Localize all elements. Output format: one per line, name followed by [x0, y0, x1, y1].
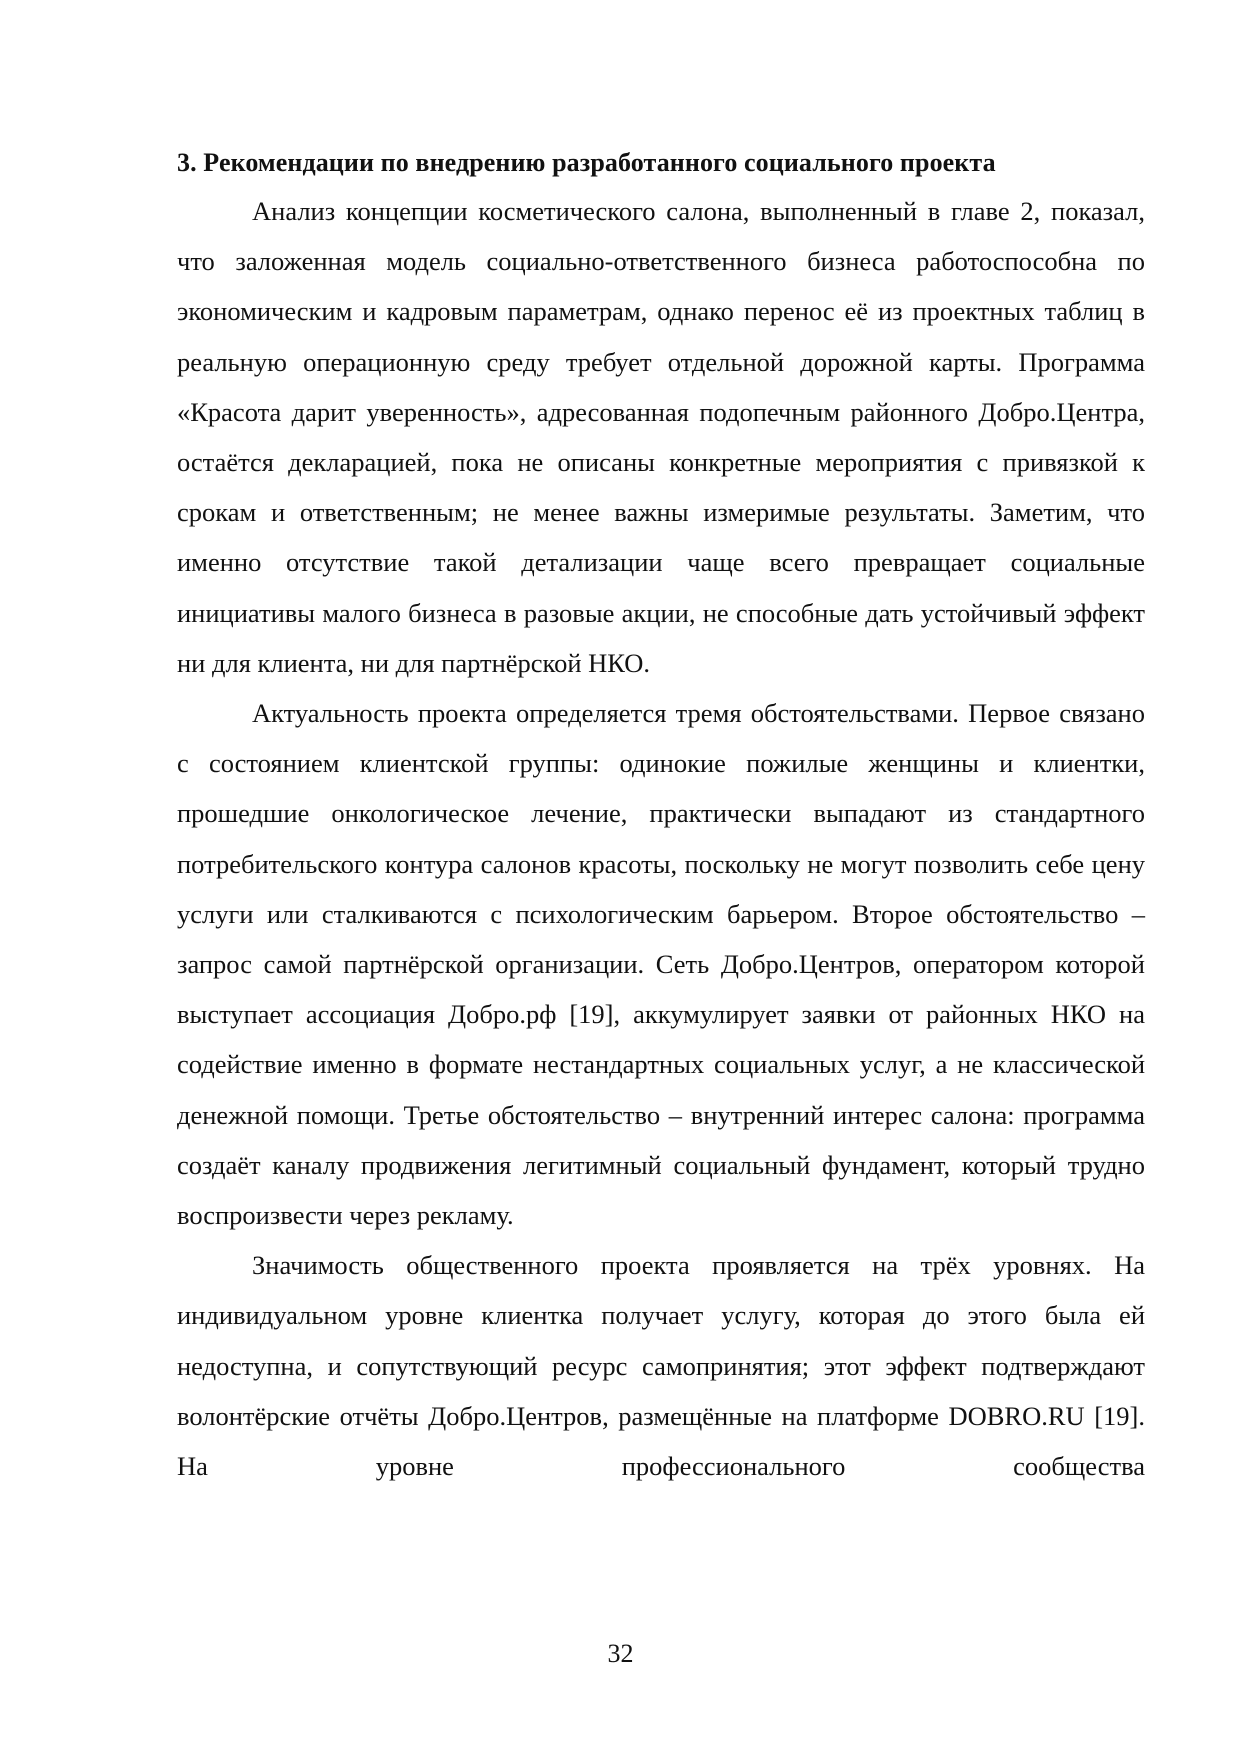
- page-content: [177, 144, 1145, 1491]
- paragraph-1: Анализ концепции косметического салона, выполненный в главе 2, показал, что заложенная модель социально-ответственного бизнеса работоспособна по экономическим и кадровым параметрам, однако перенос её из проектных таблиц в реальную операционную среду требует отдельной дорожной карты. Программа «Красота дарит уверенность», адресованная подопечным районного Добро.Центра, остаётся декларацией, пока не описаны конкретные мероприятия с привязкой к срокам и ответственным; не менее важны измеримые результаты. Заметим, что именно отсутствие такой детализации чаще всего превращает социальные инициативы малого бизнеса в разовые акции, не способные дать устойчивый эффект ни для клиента, ни для партнёрской НКО.: [177, 196, 1145, 678]
- paragraph-2: Актуальность проекта определяется тремя обстоятельствами. Первое связано с состоянием клиентской группы: одинокие пожилые женщины и клиентки, прошедшие онкологическое лечение, практически выпадают из стандартного потребительского контура салонов красоты, поскольку не могут позволить себе цену услуги или сталкиваются с психологическим барьером. Второе обстоятельство – запрос самой партнёрской организации. Сеть Добро.Центров, оператором которой выступает ассоциация Добро.рф [19], аккумулирует заявки от районных НКО на содействие именно в формате нестандартных социальных услуг, а не классической денежной помощи. Третье обстоятельство – внутренний интерес салона: программа создаёт каналу продвижения легитимный социальный фундамент, который трудно воспроизвести через рекламу.: [177, 698, 1145, 1231]
- page-number: 32: [607, 1639, 634, 1668]
- section-heading: 3. Рекомендации по внедрению разработанного социального проекта: [177, 148, 996, 177]
- paragraph-3: Значимость общественного проекта проявляется на трёх уровнях. На индивидуальном уровне клиентка получает услугу, которая до этого была ей недоступна, и сопутствующий ресурс самопринятия; этот эффект подтверждают волонтёрские отчёты Добро.Центров, размещённые на платформе DOBRO.RU [19]. На уровне профессионального сообщества: [177, 1250, 1145, 1482]
